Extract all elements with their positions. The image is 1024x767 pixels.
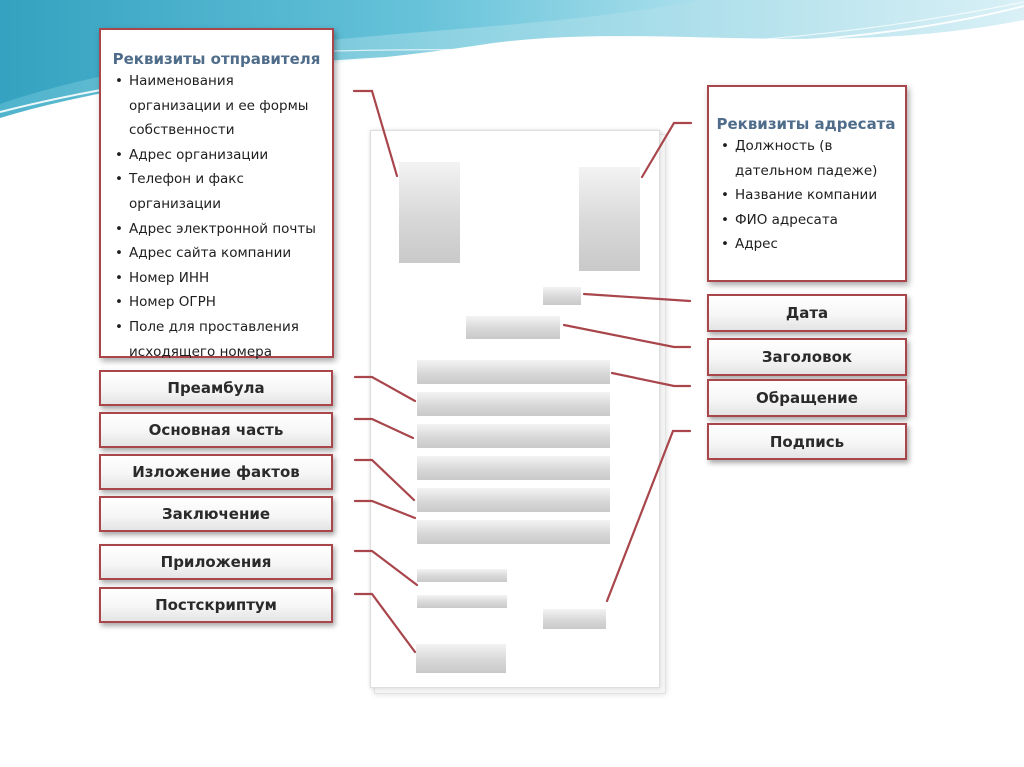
text-line-placeholder xyxy=(417,488,610,512)
label-conclusion: Заключение xyxy=(99,496,333,532)
signature-placeholder xyxy=(543,609,606,629)
label-postscript: Постскриптум xyxy=(99,587,333,623)
text-line-placeholder xyxy=(417,520,610,544)
sender-requisites-panel xyxy=(99,28,334,358)
label-date: Дата xyxy=(707,294,907,332)
sender-item: • Адрес организации xyxy=(107,143,326,168)
sender-item: • Наименования организации и ее формы собственности xyxy=(107,69,326,143)
recipient-items-list xyxy=(713,134,899,257)
sender-panel-title: Реквизиты отправителя xyxy=(112,50,321,68)
text-line-placeholder xyxy=(417,392,610,416)
text-line-placeholder xyxy=(417,360,610,384)
sender-item: • Телефон и факс организации xyxy=(107,167,326,216)
label-attachments: Приложения xyxy=(99,544,333,580)
label-heading: Заголовок xyxy=(707,338,907,376)
recipient-requisites-panel xyxy=(707,85,907,282)
postscript-placeholder xyxy=(416,644,506,673)
sender-item: • Адрес электронной почты xyxy=(107,217,326,242)
sender-item: • Номер ОГРН xyxy=(107,290,326,315)
sender-item: • Поле для проставления исходящего номера xyxy=(107,315,326,389)
text-line-placeholder xyxy=(417,424,610,448)
attachment-line-placeholder xyxy=(417,595,507,608)
sender-block-placeholder xyxy=(399,162,460,263)
label-preamble: Преамбула xyxy=(99,370,333,406)
date-placeholder xyxy=(543,287,581,305)
recipient-item: • ФИО адресата xyxy=(713,208,899,233)
sender-item: • Адрес сайта компании xyxy=(107,241,326,266)
label-address: Обращение xyxy=(707,379,907,417)
label-facts: Изложение фактов xyxy=(99,454,333,490)
recipient-panel-title: Реквизиты адресата xyxy=(716,115,896,133)
recipient-item: • Название компании xyxy=(713,183,899,208)
label-signature: Подпись xyxy=(707,423,907,460)
sender-items-list xyxy=(107,69,326,389)
sender-item: • Номер ИНН xyxy=(107,266,326,291)
attachment-line-placeholder xyxy=(417,569,507,582)
recipient-block-placeholder xyxy=(579,167,640,271)
recipient-item: • Должность (в дательном падеже) xyxy=(713,134,899,183)
label-main-part: Основная часть xyxy=(99,412,333,448)
heading-placeholder xyxy=(466,316,560,339)
text-line-placeholder xyxy=(417,456,610,480)
recipient-item: • Адрес xyxy=(713,232,899,257)
